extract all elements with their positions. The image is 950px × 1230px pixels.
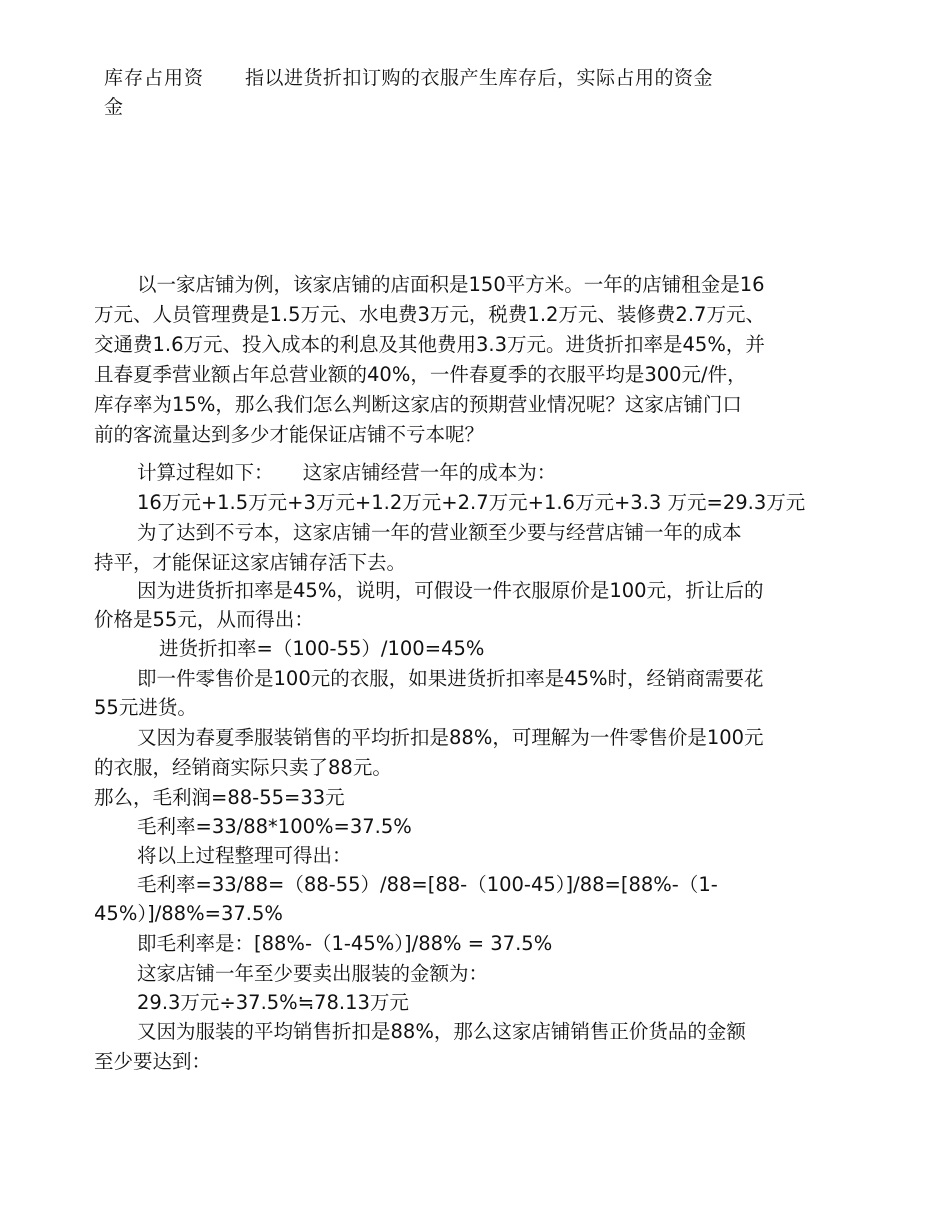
text-line: 16万元+1.5万元+3万元+1.2万元+2.7万元+1.6万元+3.3 万元=29.3万元 [137,491,806,514]
text-line: 以一家店铺为例，该家店铺的店面积是150平方米。一年的店铺租金是16 [137,273,765,296]
text-line: 万元、人员管理费是1.5万元、水电费3万元，税费1.2万元、装修费2.7万元、 [94,303,765,326]
text-line: 又因为服装的平均销售折扣是88%，那么这家店铺销售正价货品的金额 [137,1020,746,1043]
text-line: 至少要达到： [94,1050,212,1073]
text-line: 库存率为15%，那么我们怎么判断这家店的预期营业情况呢？这家店铺门口 [94,393,742,416]
text-line: 为了达到不亏本，这家店铺一年的营业额至少要与经营店铺一年的成本 [137,521,742,544]
text-line: 即毛利率是：[88%-（1-45%）]/88% = 37.5% [137,932,553,955]
text-line: 计算过程如下： 这家店铺经营一年的成本为： [137,461,557,484]
text-line: 进货折扣率=（100-55）/100=45% [159,637,485,660]
text-line: 前的客流量达到多少才能保证店铺不亏本呢？ [94,423,485,446]
text-line: 即一件零售价是100元的衣服，如果进货折扣率是45%时，经销商需要花 [137,667,764,690]
text-line: 那么，毛利润=88-55=33元 [94,786,345,809]
definition-term: 库存占用资金 [104,67,205,118]
text-line: 且春夏季营业额占年总营业额的40%，一件春夏季的衣服平均是300元/件， [94,363,747,386]
text-line: 又因为春夏季服装销售的平均折扣是88%，可理解为一件零售价是100元 [137,726,764,749]
text-line: 45%）]/88%=37.5% [94,902,283,925]
text-line: 的衣服，经销商实际只卖了88元。 [94,756,392,779]
text-line: 将以上过程整理可得出： [137,844,352,867]
text-line: 交通费1.6万元、投入成本的利息及其他费用3.3万元。进货折扣率是45%，并 [94,333,765,356]
text-line: 这家店铺一年至少要卖出服装的金额为： [137,962,489,985]
definition-description: 指以进货折扣订购的衣服产生库存后，实际占用的资金 [245,67,714,89]
text-line: 毛利率=33/88=（88-55）/88=[88-（100-45）]/88=[88%-（1- [137,873,718,896]
text-line: 持平，才能保证这家店铺存活下去。 [94,551,407,574]
text-line: 价格是55元，从而得出： [94,608,314,631]
text-line: 55元进货。 [94,696,197,719]
text-line: 因为进货折扣率是45%，说明，可假设一件衣服原价是100元，折让后的 [137,579,764,602]
text-line: 29.3万元÷37.5%≒78.13万元 [137,991,409,1014]
text-line: 毛利率=33/88*100%=37.5% [137,815,412,838]
